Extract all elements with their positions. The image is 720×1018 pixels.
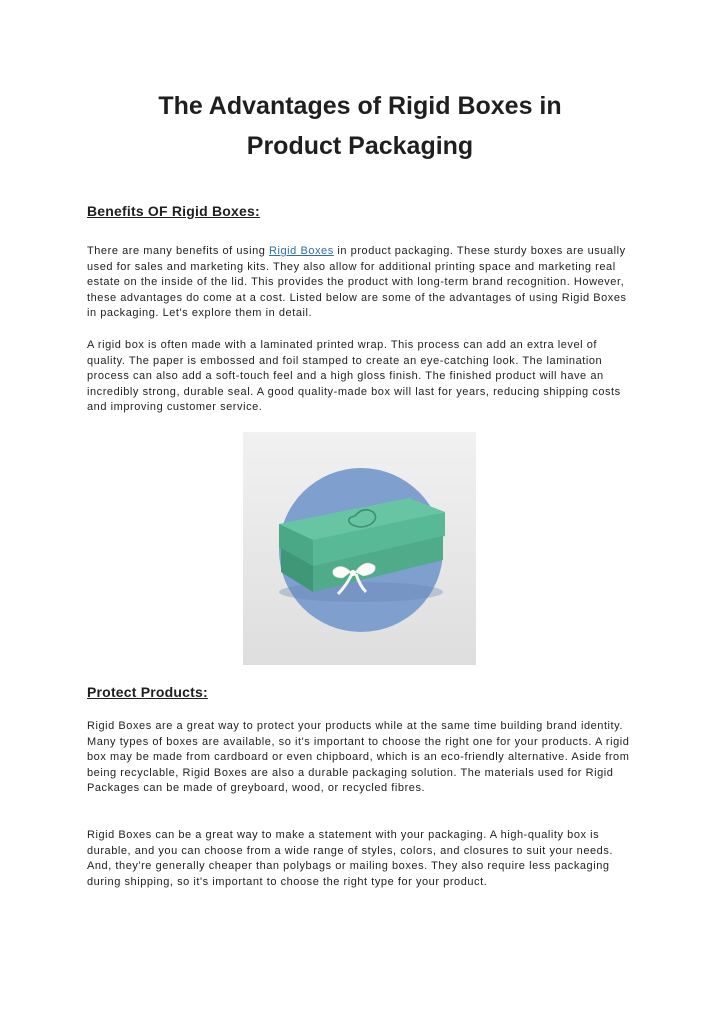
rigid-box-image [243,432,476,665]
paragraph-protect-2: Rigid Boxes can be a great way to make a statement with your packaging. A high-quality box is durable, and you can choose from a wide range of styles, colors, and closures to suit your needs. And, they're generally cheaper than polybags or mailing boxes. They also require less packaging during shipping, so it's important to choose the right type for your product. [87,829,613,888]
paragraph-text: There are many benefits of using [87,245,270,257]
section-heading-protect: Protect Products: [87,684,208,700]
box-illustration [243,432,476,665]
paragraph-text: in product packaging. These sturdy boxes are usually used for sales and marketing kits. They also allow for additional printing space and marketing real estate on the inside of the lid. This provides the product with long-term brand recognition. However, these advantages do come at a cost. Listed below are some of the advantages of using Rigid Boxes in packaging. Let's explore them in detail. [87,245,627,320]
title-line-1: The Advantages of Rigid Boxes in [158,92,562,120]
rigid-boxes-link[interactable]: Rigid Boxes [269,245,334,257]
paragraph-protect-1: Rigid Boxes are a great way to protect your products while at the same time building brand identity. Many types of boxes are available, so it's important to choose the right one for your products. A rigid box may be made from cardboard or even chipboard, which is an eco-friendly alternative. Aside from being recyclable, Rigid Boxes are also a durable packaging solution. The materials used for Rigid Packages can be made of greyboard, wood, or recycled fibres. [87,720,630,795]
page-title [60,86,660,166]
section-heading-benefits: Benefits OF Rigid Boxes: [87,203,260,219]
title-line-2: Product Packaging [246,132,474,160]
paragraph-benefits-2: A rigid box is often made with a laminated printed wrap. This process can add an extra level of quality. The paper is embossed and foil stamped to create an eye-catching look. The lamination process can also add a soft-touch feel and a high gloss finish. The finished product will have an incredibly strong, durable seal. A good quality-made box will last for years, reducing shipping costs and improving customer service. [87,339,621,414]
paragraph-benefits-1 [87,244,639,322]
